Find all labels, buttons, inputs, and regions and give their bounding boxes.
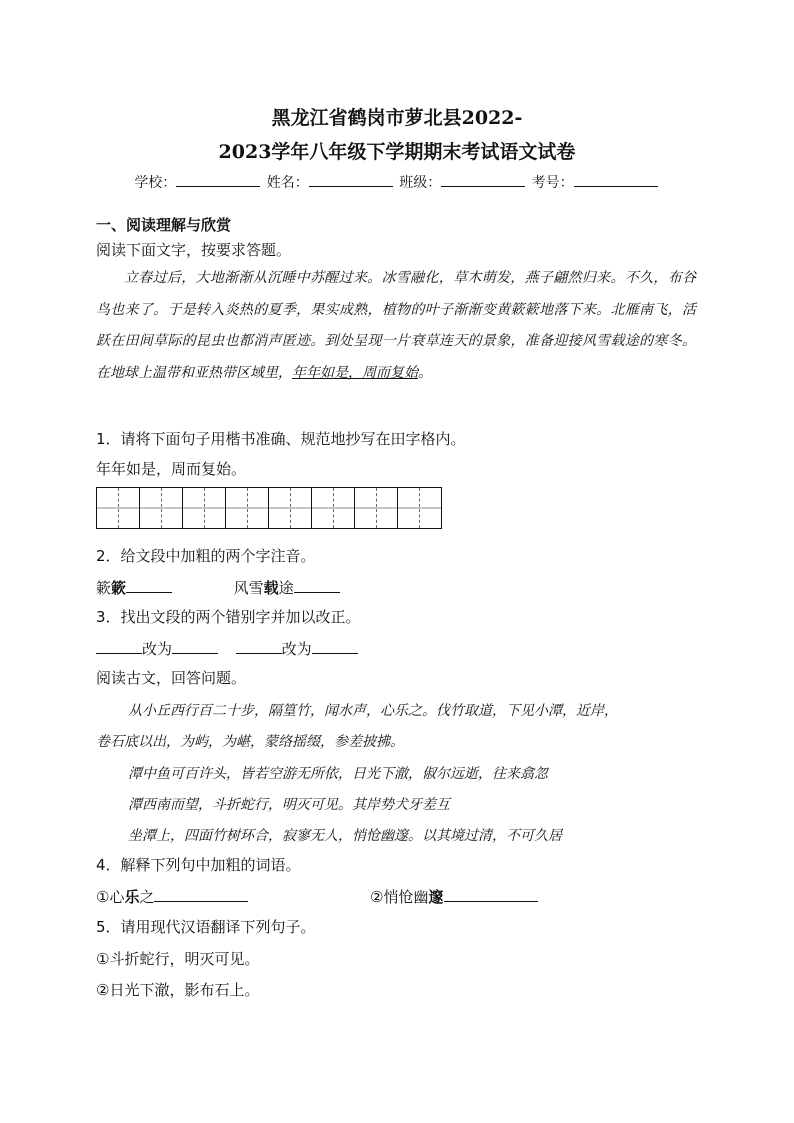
grid-cell[interactable] xyxy=(248,488,270,528)
question-1-sentence: 年年如是，周而复始。 xyxy=(96,460,247,478)
q4-item2-blank[interactable] xyxy=(444,886,538,902)
number-label: 考号： xyxy=(531,175,574,191)
question-4-answers xyxy=(96,886,538,907)
question-5-item1: ①斗折蛇行，明灭可见。 xyxy=(96,950,260,968)
q2-item2-suffix: 途 xyxy=(278,579,294,597)
grid-cell[interactable] xyxy=(226,488,248,528)
question-5-item2: ②日光下澈，影布石上。 xyxy=(96,981,260,999)
grid-cell[interactable] xyxy=(398,488,420,528)
class-label: 班级： xyxy=(399,175,442,191)
grid-cell[interactable] xyxy=(140,488,162,528)
grid-cell[interactable] xyxy=(97,488,119,528)
q3-correct2-blank[interactable] xyxy=(312,638,358,654)
class-blank[interactable] xyxy=(441,172,525,187)
school-label: 学校： xyxy=(134,175,177,191)
number-blank[interactable] xyxy=(574,172,658,187)
name-blank[interactable] xyxy=(309,172,393,187)
grid-cell[interactable] xyxy=(183,488,205,528)
q3-change-label: 改为 xyxy=(281,640,312,658)
q2-item1-blank[interactable] xyxy=(126,577,172,593)
grid-cell[interactable] xyxy=(291,488,313,528)
grid-cell[interactable] xyxy=(312,488,334,528)
name-label: 姓名： xyxy=(266,175,309,191)
passage-text: 立春过后，大地渐渐从沉睡中苏醒过来。冰雪融化，草木萌发，燕子翩然归来。不久，布谷鸟也来了。于是转入炎热的夏季，果实成熟，植物的叶子渐渐变黄簌簌地落下来。北雁南飞，活跃在田间草际的昆虫也都消声匿迹。到处呈现一片衰草连天的景象，准备迎接风雪载途的寒冬。在地球上温带和亚热带区域里， xyxy=(96,270,696,381)
grid-cell[interactable] xyxy=(119,488,141,528)
question-4: 4．解释下列句中加粗的词语。 xyxy=(96,856,301,874)
grid-cell[interactable] xyxy=(334,488,356,528)
q2-item2-bold: 载 xyxy=(263,579,279,597)
q2-item2-blank[interactable] xyxy=(294,577,340,593)
grid-cell[interactable] xyxy=(420,488,442,528)
reading-passage xyxy=(96,263,696,389)
exam-title-line1: 黑龙江省鹤岗市萝北县2022- xyxy=(271,107,523,129)
classical-p1-line2: 卷石底以出，为屿，为嵁，蒙络摇缀，参差披拂。 xyxy=(96,734,404,750)
school-blank[interactable] xyxy=(176,172,260,187)
classical-p2: 潭中鱼可百许头，皆若空游无所依，日光下澈，俶尔远逝，往来翕忽 xyxy=(128,766,548,782)
question-5: 5．请用现代汉语翻译下列句子。 xyxy=(96,918,316,936)
q2-item1-prefix: 簌 xyxy=(96,579,112,597)
exam-title-line2: 2023学年八年级下学期期末考试语文试卷 xyxy=(218,141,576,163)
q3-wrong1-blank[interactable] xyxy=(96,638,142,654)
section-heading: 一、阅读理解与欣赏 xyxy=(96,216,232,234)
q3-correct1-blank[interactable] xyxy=(172,638,218,654)
q4-item1-bold: 乐 xyxy=(124,888,140,906)
q4-item1-suffix: 之 xyxy=(139,888,155,906)
grid-cell[interactable] xyxy=(205,488,227,528)
classical-intro: 阅读古文，回答问题。 xyxy=(96,669,247,687)
grid-cell[interactable] xyxy=(162,488,184,528)
q2-item2-prefix: 风雪 xyxy=(233,579,264,597)
passage-end: 。 xyxy=(418,364,432,381)
q4-item2-bold: 邃 xyxy=(428,888,444,906)
question-3-answers xyxy=(96,638,358,659)
grid-cell[interactable] xyxy=(355,488,377,528)
q4-item1-prefix: ①心 xyxy=(96,888,125,906)
tianzige-grid[interactable] xyxy=(96,487,442,529)
q4-item2-prefix: ②悄怆幽 xyxy=(370,888,429,906)
question-3: 3．找出文段的两个错别字并加以改正。 xyxy=(96,608,361,626)
classical-p3: 潭西南而望，斗折蛇行，明灭可见。其岸势犬牙差互 xyxy=(128,797,450,813)
classical-p4: 坐潭上，四面竹树环合，寂寥无人，悄怆幽邃。以其境过清，不可久居 xyxy=(128,828,562,844)
passage-underlined: 年年如是，周而复始 xyxy=(292,364,418,381)
reading-intro: 阅读下面文字，按要求答题。 xyxy=(96,241,292,259)
question-1: 1．请将下面句子用楷书准确、规范地抄写在田字格内。 xyxy=(96,430,466,448)
q4-item1-blank[interactable] xyxy=(154,886,248,902)
q3-wrong2-blank[interactable] xyxy=(236,638,282,654)
q3-change-label: 改为 xyxy=(142,640,173,658)
classical-p1-line1: 从小丘西行百二十步，隔篁竹，闻水声，心乐之。伐竹取道，下见小潭，近岸， xyxy=(128,703,618,719)
q2-item1-bold: 簌 xyxy=(111,579,127,597)
question-2-answers xyxy=(96,577,340,598)
grid-cell[interactable] xyxy=(377,488,399,528)
question-2: 2．给文段中加粗的两个字注音。 xyxy=(96,547,316,565)
grid-cell[interactable] xyxy=(269,488,291,528)
student-info-row xyxy=(0,172,794,192)
